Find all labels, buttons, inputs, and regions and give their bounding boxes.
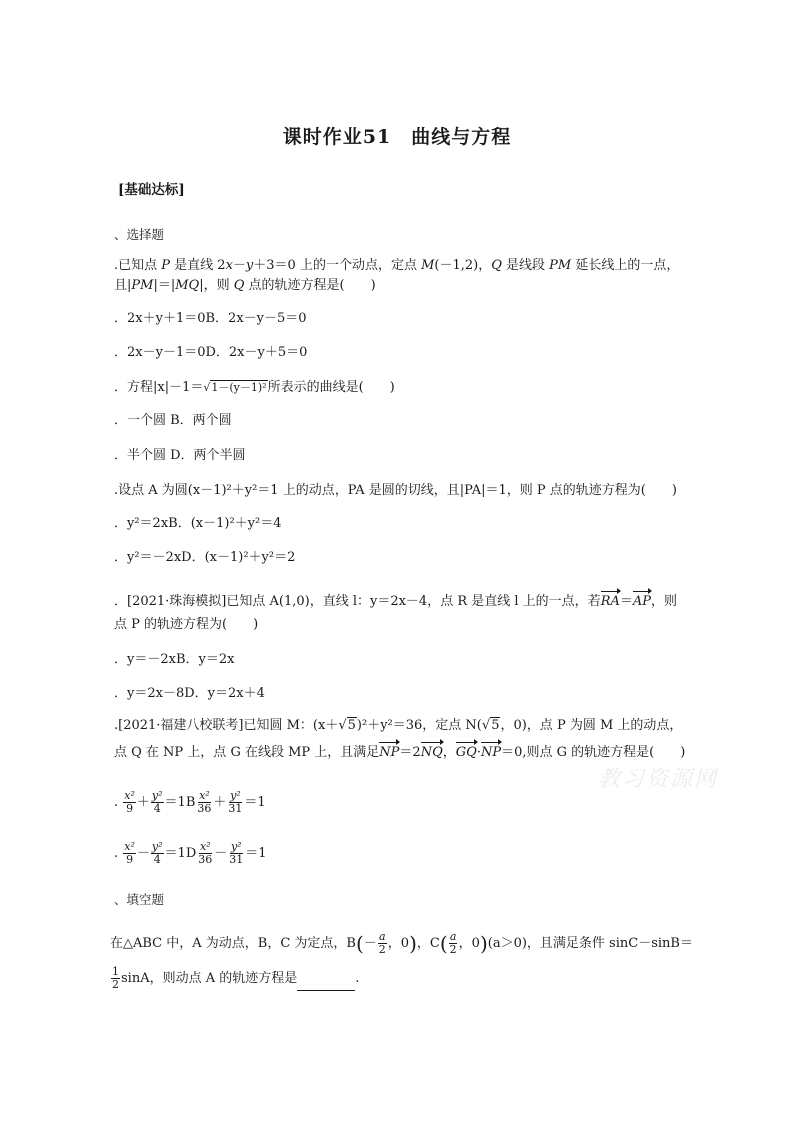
answer-blank[interactable] [297, 976, 355, 991]
fraction: $\frac{1}{2}$ [112, 965, 119, 991]
question-6-line-1: 在△ABC 中，A 为动点，B，C 为定点，B(－ $\frac{a}{2}$ ，0)，C( $\frac{a}{2}$ ，0)(a＞0)，且满足条件 sinC－sinB＝ [110, 930, 693, 956]
q1-var: PM [131, 278, 154, 293]
q1-text: |，则 [199, 278, 234, 293]
question-3-stem: .设点 A 为圆(x－1)²＋y²＝1 上的动点，PA 是圆的切线，且|PA|＝1，则 P 点的轨迹方程为( ) [114, 483, 677, 498]
vector-np: NP [481, 743, 501, 763]
fraction: $\frac{\text{x²}}{36}$ [198, 840, 213, 866]
question-2-options-ab: ．一个圆 B．两个圆 [114, 413, 232, 428]
question-5-options-cd: . $\frac{\text{x²}}{9}$ － $\frac{\text{y²}}{4}$ ＝1D $\frac{\text{x²}}{36}$ － $\frac{\text{y²}}{31}$ ＝1 [114, 840, 267, 866]
q5-text: ＝2 [399, 745, 421, 760]
question-1-line-2 [114, 276, 376, 296]
q5-text: 点 Q 在 NP 上，点 G 在线段 MP 上，且满足 [114, 745, 380, 760]
question-5-options-ab: . $\frac{\text{x²}}{9}$ ＋ $\frac{\text{y²}}{4}$ ＝1B $\frac{\text{x²}}{36}$ ＋ $\frac{\text{y²}}{31}$ ＝1 [114, 789, 266, 815]
question-3-options-ab: ．y²＝2xB．(x－1)²＋y²＝4 [114, 516, 282, 531]
q6-text: (a＞0)，且满足条件 sinC－sinB＝ [487, 936, 693, 951]
q1-text: 且| [114, 278, 132, 293]
q4-text: ＝ [619, 594, 633, 609]
q1-var: x [225, 258, 233, 273]
question-1-options-ab: ．2x＋y＋1＝0B．2x－y－5＝0 [114, 311, 307, 326]
q1-var: PM [549, 258, 572, 273]
question-5-line-2 [114, 743, 685, 763]
q1-text: 点的轨迹方程是( ) [244, 278, 376, 293]
section-heading: [基础达标] [118, 182, 185, 198]
vector-np: NP [379, 743, 399, 763]
question-6-line-2: $\frac{1}{2}$ sinA，则动点 A 的轨迹方程是 . [112, 965, 360, 991]
q2-text: 所表示的曲线是( ) [267, 380, 395, 395]
q5-text: ， [442, 745, 456, 760]
question-1-line-1 [114, 256, 679, 276]
q4-text: ，则 [651, 594, 678, 609]
q1-var: y [245, 258, 254, 273]
q5-root: 5 [491, 718, 500, 733]
q6-text: ，C [416, 936, 440, 951]
q5-text: .[2021·福建八校联考]已知圆 M：(x＋ [114, 718, 339, 733]
question-4-line-2: 点 P 的轨迹方程为( ) [114, 617, 259, 632]
q1-text: |＝| [153, 278, 176, 293]
vector-nq: NQ [421, 743, 443, 763]
q1-text: 是直线 2 [170, 258, 226, 273]
q1-text: 延长线上的一点， [571, 258, 680, 273]
q1-var: Q [233, 278, 245, 293]
q5-root: 5 [347, 718, 356, 733]
q1-var: MQ [175, 278, 200, 293]
fraction: $\frac{\text{x²}}{36}$ [197, 789, 212, 815]
fraction: $\frac{\text{x²}}{9}$ [124, 840, 135, 866]
q6-text: 在△ABC 中，A 为动点，B，C 为定点，B [110, 936, 356, 951]
question-4-line-1 [114, 592, 677, 612]
q2-radicand: 1－(y－1)² [211, 381, 267, 394]
fraction: $\frac{\text{y²}}{31}$ [228, 789, 243, 815]
q1-text: .已知点 [114, 258, 162, 273]
choice-heading: 、选择题 [114, 227, 165, 242]
fraction: $\frac{\text{y²}}{4}$ [151, 840, 163, 866]
q1-text: 是线段 [501, 258, 550, 273]
fraction: $\frac{a}{2}$ [449, 930, 457, 956]
q5-text: ，0)，点 P 为圆 M 上的动点， [500, 718, 683, 733]
q5-text: ＝0,则点 G 的轨迹方程是( ) [501, 745, 686, 760]
fill-heading: 、填空题 [114, 892, 165, 907]
question-5-line-1: .[2021·福建八校联考]已知圆 M：(x＋√5)²＋y²＝36，定点 N(√5，0)，点 P 为圆 M 上的动点， [114, 718, 683, 733]
q5-text: · [476, 745, 481, 760]
fraction: $\frac{\text{x²}}{9}$ [124, 789, 135, 815]
q1-text: － [232, 258, 246, 273]
q1-var: Q [491, 258, 502, 273]
q1-text: (－1,2)， [434, 258, 492, 273]
q2-text: ．方程|x|－1＝ [114, 380, 204, 395]
question-1-options-cd: ．2x－y－1＝0D．2x－y＋5＝0 [114, 345, 308, 360]
q1-var: M [421, 258, 435, 273]
question-2-options-cd: ．半个圆 D．两个半圆 [114, 448, 246, 463]
page-title: 课时作业51 曲线与方程 [282, 126, 512, 148]
q1-var: P [161, 258, 171, 273]
watermark: 教习资源网 [598, 767, 719, 792]
fraction: $\frac{\text{y²}}{31}$ [229, 840, 244, 866]
vector-ap: AP [633, 592, 651, 612]
question-4-options-cd: ．y＝2x－8D．y＝2x＋4 [114, 686, 265, 701]
fraction: $\frac{\text{y²}}{4}$ [151, 789, 163, 815]
vector-gq: GQ [456, 743, 477, 763]
q4-text: ．[2021·珠海模拟]已知点 A(1,0)，直线 l：y＝2x－4，点 R 是直线 l 上的一点，若 [114, 594, 601, 609]
fraction: $\frac{a}{2}$ [378, 930, 386, 956]
q5-text: )²＋y²＝36，定点 N( [356, 718, 482, 733]
question-4-options-ab: ．y＝－2xB．y＝2x [114, 652, 235, 667]
vector-ra: RA [601, 592, 620, 612]
question-3-options-cd: ．y²＝－2xD．(x－1)²＋y²＝2 [114, 550, 296, 565]
q1-text: ＋3＝0 上的一个动点，定点 [253, 258, 422, 273]
q6-text: sinA，则动点 A 的轨迹方程是 [121, 971, 298, 986]
question-2-stem: ．方程|x|－1＝√1－(y－1)²所表示的曲线是( ) [114, 380, 395, 395]
